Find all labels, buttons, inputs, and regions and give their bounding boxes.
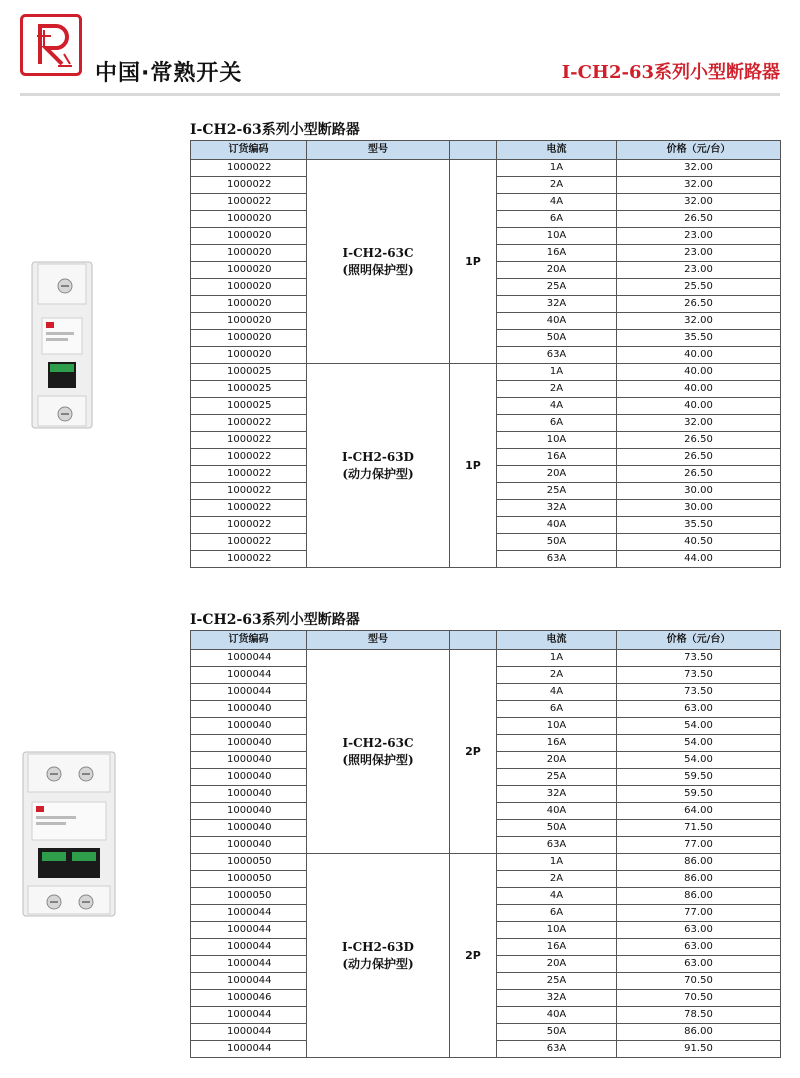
price-section-2p (190, 610, 780, 1058)
header-order-code: 订货编码 (191, 631, 307, 650)
order-code-cell: 1000044 (191, 939, 307, 956)
current-cell: 20A (497, 956, 617, 973)
current-cell: 16A (497, 449, 617, 466)
current-cell: 20A (497, 262, 617, 279)
order-code-cell: 1000025 (191, 364, 307, 381)
current-cell: 6A (497, 905, 617, 922)
price-cell: 73.50 (617, 684, 781, 701)
header-current: 电流 (497, 141, 617, 160)
price-cell: 63.00 (617, 939, 781, 956)
order-code-cell: 1000025 (191, 381, 307, 398)
order-code-cell: 1000020 (191, 262, 307, 279)
current-cell: 1A (497, 364, 617, 381)
page-header (0, 0, 800, 96)
order-code-cell: 1000040 (191, 769, 307, 786)
current-cell: 2A (497, 381, 617, 398)
order-code-cell: 1000044 (191, 684, 307, 701)
price-cell: 63.00 (617, 701, 781, 718)
order-code-cell: 1000044 (191, 956, 307, 973)
price-section-1p (190, 120, 780, 568)
header-poles (450, 141, 497, 160)
current-cell: 6A (497, 211, 617, 228)
current-cell: 50A (497, 1024, 617, 1041)
header-poles (450, 631, 497, 650)
order-code-cell: 1000020 (191, 228, 307, 245)
current-cell: 32A (497, 500, 617, 517)
current-cell: 4A (497, 398, 617, 415)
current-cell: 4A (497, 888, 617, 905)
current-cell: 10A (497, 718, 617, 735)
order-code-cell: 1000020 (191, 211, 307, 228)
order-code-cell: 1000040 (191, 837, 307, 854)
order-code-cell: 1000044 (191, 1007, 307, 1024)
price-cell: 54.00 (617, 718, 781, 735)
order-code-cell: 1000044 (191, 1024, 307, 1041)
table-row (191, 364, 781, 381)
price-cell: 40.00 (617, 398, 781, 415)
section-title: I-CH2-63系列小型断路器 (190, 612, 360, 628)
order-code-cell: 1000040 (191, 752, 307, 769)
price-cell: 26.50 (617, 211, 781, 228)
table-header-row (191, 141, 781, 160)
order-code-cell: 1000025 (191, 398, 307, 415)
price-cell: 73.50 (617, 667, 781, 684)
price-table (190, 630, 781, 1058)
price-cell: 25.50 (617, 279, 781, 296)
order-code-cell: 1000020 (191, 279, 307, 296)
header-model: 型号 (307, 141, 450, 160)
price-cell: 63.00 (617, 956, 781, 973)
current-cell: 10A (497, 432, 617, 449)
current-cell: 6A (497, 701, 617, 718)
current-cell: 25A (497, 483, 617, 500)
price-table (190, 140, 781, 568)
price-cell: 54.00 (617, 735, 781, 752)
order-code-cell: 1000022 (191, 517, 307, 534)
order-code-cell: 1000044 (191, 1041, 307, 1058)
order-code-cell: 1000040 (191, 786, 307, 803)
current-cell: 25A (497, 769, 617, 786)
table-row (191, 650, 781, 667)
price-cell: 30.00 (617, 500, 781, 517)
price-cell: 54.00 (617, 752, 781, 769)
price-cell: 70.50 (617, 973, 781, 990)
current-cell: 63A (497, 837, 617, 854)
price-cell: 86.00 (617, 854, 781, 871)
current-cell: 4A (497, 194, 617, 211)
model-cell (307, 650, 450, 854)
price-cell: 59.50 (617, 786, 781, 803)
order-code-cell: 1000040 (191, 701, 307, 718)
order-code-cell: 1000040 (191, 820, 307, 837)
model-name: I-CH2-63D (342, 449, 414, 464)
price-cell: 23.00 (617, 262, 781, 279)
current-cell: 16A (497, 939, 617, 956)
current-cell: 63A (497, 1041, 617, 1058)
model-name: I-CH2-63D (342, 939, 414, 954)
price-cell: 30.00 (617, 483, 781, 500)
order-code-cell: 1000022 (191, 177, 307, 194)
order-code-cell: 1000040 (191, 718, 307, 735)
model-name: I-CH2-63C (342, 735, 414, 750)
price-cell: 70.50 (617, 990, 781, 1007)
current-cell: 40A (497, 803, 617, 820)
price-cell: 26.50 (617, 466, 781, 483)
header-model: 型号 (307, 631, 450, 650)
model-type: (动力保护型) (342, 956, 414, 971)
current-cell: 16A (497, 245, 617, 262)
current-cell: 20A (497, 466, 617, 483)
current-cell: 63A (497, 347, 617, 364)
series-title: I-CH2-63系列小型断路器 (561, 62, 780, 83)
current-cell: 2A (497, 177, 617, 194)
order-code-cell: 1000020 (191, 313, 307, 330)
poles-cell: 1P (450, 160, 497, 364)
order-code-cell: 1000044 (191, 922, 307, 939)
header-divider (20, 93, 780, 96)
header-price: 价格（元/台） (617, 141, 781, 160)
price-cell: 23.00 (617, 228, 781, 245)
table-row (191, 854, 781, 871)
order-code-cell: 1000020 (191, 296, 307, 313)
order-code-cell: 1000050 (191, 854, 307, 871)
current-cell: 25A (497, 973, 617, 990)
price-cell: 32.00 (617, 160, 781, 177)
order-code-cell: 1000040 (191, 735, 307, 752)
order-code-cell: 1000020 (191, 245, 307, 262)
price-cell: 44.00 (617, 551, 781, 568)
order-code-cell: 1000044 (191, 667, 307, 684)
order-code-cell: 1000022 (191, 415, 307, 432)
price-cell: 77.00 (617, 837, 781, 854)
poles-cell: 2P (450, 650, 497, 854)
price-cell: 32.00 (617, 415, 781, 432)
current-cell: 20A (497, 752, 617, 769)
current-cell: 25A (497, 279, 617, 296)
model-cell (307, 854, 450, 1058)
current-cell: 40A (497, 517, 617, 534)
price-cell: 32.00 (617, 313, 781, 330)
current-cell: 40A (497, 1007, 617, 1024)
order-code-cell: 1000022 (191, 466, 307, 483)
current-cell: 1A (497, 854, 617, 871)
poles-cell: 2P (450, 854, 497, 1058)
header-price: 价格（元/台） (617, 631, 781, 650)
order-code-cell: 1000050 (191, 871, 307, 888)
order-code-cell: 1000044 (191, 973, 307, 990)
price-cell: 63.00 (617, 922, 781, 939)
order-code-cell: 1000044 (191, 905, 307, 922)
model-type: (照明保护型) (342, 262, 414, 277)
current-cell: 40A (497, 313, 617, 330)
poles-cell: 1P (450, 364, 497, 568)
order-code-cell: 1000022 (191, 194, 307, 211)
table-row (191, 160, 781, 177)
price-cell: 40.50 (617, 534, 781, 551)
current-cell: 50A (497, 330, 617, 347)
order-code-cell: 1000050 (191, 888, 307, 905)
price-cell: 71.50 (617, 820, 781, 837)
price-cell: 78.50 (617, 1007, 781, 1024)
order-code-cell: 1000022 (191, 483, 307, 500)
order-code-cell: 1000022 (191, 432, 307, 449)
price-cell: 86.00 (617, 888, 781, 905)
order-code-cell: 1000022 (191, 534, 307, 551)
current-cell: 1A (497, 160, 617, 177)
price-cell: 40.00 (617, 347, 781, 364)
order-code-cell: 1000022 (191, 160, 307, 177)
brand-logo (20, 14, 82, 76)
price-cell: 91.50 (617, 1041, 781, 1058)
current-cell: 2A (497, 871, 617, 888)
price-cell: 35.50 (617, 517, 781, 534)
price-cell: 40.00 (617, 364, 781, 381)
price-cell: 32.00 (617, 194, 781, 211)
current-cell: 50A (497, 820, 617, 837)
price-cell: 23.00 (617, 245, 781, 262)
model-cell (307, 364, 450, 568)
breaker-2p-image (20, 748, 118, 920)
price-cell: 64.00 (617, 803, 781, 820)
price-cell: 26.50 (617, 296, 781, 313)
current-cell: 4A (497, 684, 617, 701)
price-cell: 40.00 (617, 381, 781, 398)
price-cell: 35.50 (617, 330, 781, 347)
header-current: 电流 (497, 631, 617, 650)
price-cell: 77.00 (617, 905, 781, 922)
order-code-cell: 1000020 (191, 347, 307, 364)
price-cell: 86.00 (617, 871, 781, 888)
order-code-cell: 1000022 (191, 449, 307, 466)
current-cell: 63A (497, 551, 617, 568)
header-order-code: 订货编码 (191, 141, 307, 160)
order-code-cell: 1000044 (191, 650, 307, 667)
price-cell: 32.00 (617, 177, 781, 194)
brand-name: 中国·常熟开关 (95, 61, 243, 86)
current-cell: 32A (497, 786, 617, 803)
breaker-1p-image (28, 258, 96, 432)
current-cell: 32A (497, 296, 617, 313)
model-type: (动力保护型) (342, 466, 414, 481)
current-cell: 32A (497, 990, 617, 1007)
current-cell: 10A (497, 228, 617, 245)
current-cell: 50A (497, 534, 617, 551)
price-cell: 59.50 (617, 769, 781, 786)
current-cell: 2A (497, 667, 617, 684)
section-title: I-CH2-63系列小型断路器 (190, 122, 360, 138)
current-cell: 16A (497, 735, 617, 752)
price-cell: 73.50 (617, 650, 781, 667)
model-name: I-CH2-63C (342, 245, 414, 260)
order-code-cell: 1000020 (191, 330, 307, 347)
price-cell: 26.50 (617, 449, 781, 466)
current-cell: 10A (497, 922, 617, 939)
order-code-cell: 1000022 (191, 500, 307, 517)
model-cell (307, 160, 450, 364)
price-cell: 86.00 (617, 1024, 781, 1041)
order-code-cell: 1000022 (191, 551, 307, 568)
order-code-cell: 1000046 (191, 990, 307, 1007)
table-header-row (191, 631, 781, 650)
price-cell: 26.50 (617, 432, 781, 449)
order-code-cell: 1000040 (191, 803, 307, 820)
current-cell: 1A (497, 650, 617, 667)
model-type: (照明保护型) (342, 752, 414, 767)
current-cell: 6A (497, 415, 617, 432)
